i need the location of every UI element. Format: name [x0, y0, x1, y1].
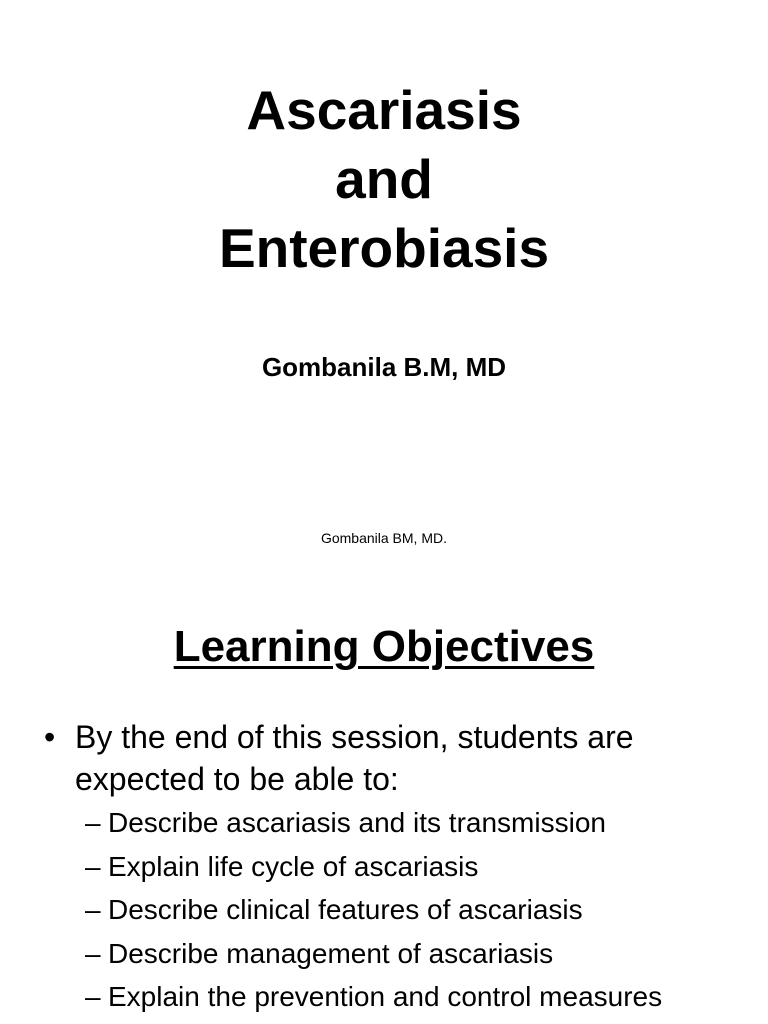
- author-name: Gombanila B.M, MD: [261, 352, 507, 382]
- list-item: [85, 805, 745, 849]
- dash-icon: –: [85, 850, 101, 882]
- list-item-text: Describe ascariasis and its transmission: [108, 807, 606, 838]
- title-line-2: and: [335, 148, 433, 210]
- slide-footer: Gombanila BM, MD.: [320, 530, 448, 546]
- slide-heading: Learning Objectives: [173, 622, 595, 671]
- title-line-1: Ascariasis: [246, 79, 522, 141]
- list-item: [85, 936, 745, 980]
- dash-icon: –: [85, 894, 101, 925]
- list-item-text: Explain life cycle of ascariasis: [108, 850, 479, 882]
- objectives-list: [85, 805, 745, 1023]
- list-item: [85, 849, 745, 893]
- dash-icon: –: [85, 807, 101, 838]
- bullet-text: By the end of this session, students are expected to be able to:: [75, 719, 634, 797]
- list-item-text: Describe management of ascariasis: [108, 937, 554, 969]
- list-item-text: Explain the prevention and control measures: [108, 981, 663, 1012]
- bullet-icon: •: [44, 719, 56, 755]
- list-item: [85, 892, 745, 936]
- title-line-3: Enterobiasis: [218, 217, 550, 279]
- dash-icon: –: [85, 937, 101, 969]
- list-item: [85, 979, 745, 1023]
- dash-icon: –: [85, 981, 101, 1012]
- objectives-slide: [0, 576, 768, 1024]
- list-item-text: Describe clinical features of ascariasis: [108, 894, 583, 925]
